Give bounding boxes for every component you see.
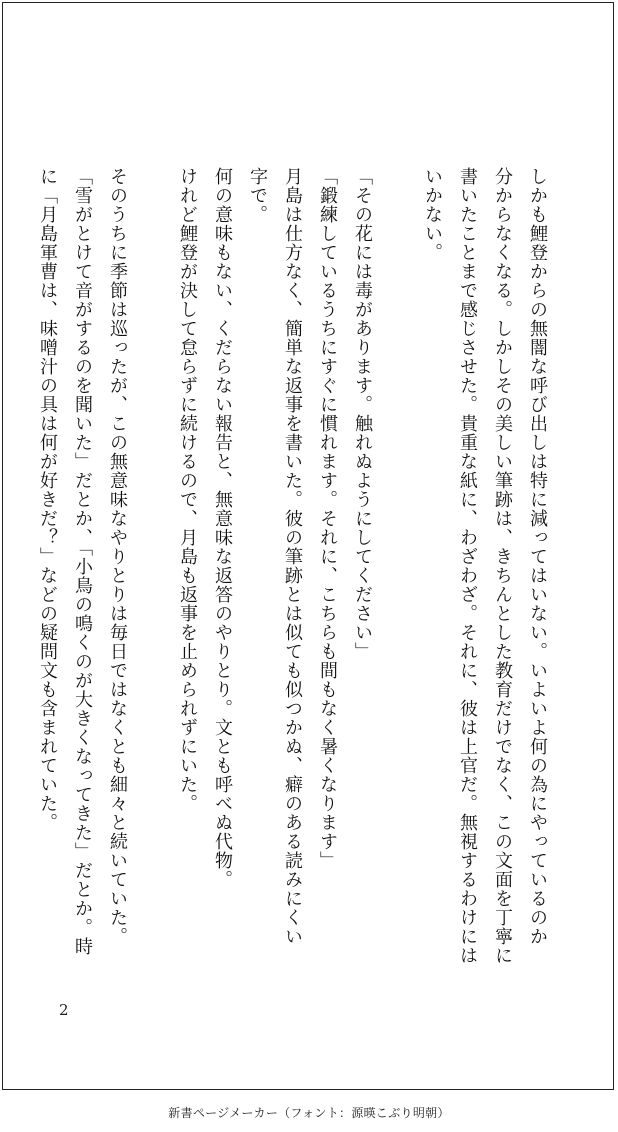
blank-column	[135, 167, 170, 817]
blank-column	[380, 167, 415, 817]
text-column: 月島は仕方なく、簡単な返事を書いた。彼の筆跡とは似ても似つかぬ、癖のある読みにくい	[282, 167, 303, 946]
text-column: 何の意味もない、くだらない報告と、無意味な返答のやりとり。文とも呼べぬ代物。	[212, 167, 233, 889]
vertical-body-text	[30, 167, 555, 965]
text-column: 書いたことまで感じさせた。貴重な紙に、わざわざ。それに、彼は上官だ。無視するわけには	[457, 167, 478, 965]
text-column: 「雪がとけて音がするのを聞いた」だとか、「小鳥の鳴くのが大きくなってきた」だとか。時	[72, 167, 93, 956]
text-column: けれど鯉登が決して怠らずに続けるので、月島も返事を止められずにいた。	[177, 167, 198, 813]
text-column: 字で。	[247, 167, 268, 224]
text-column: そのうちに季節は巡ったが、この無意味なやりとりは毎日ではなくとも細々と続いていた。	[107, 167, 128, 946]
text-column: 「鍛練しているうちにすぐに慣れます。それに、こちらも間もなく暑くなります」	[317, 167, 338, 870]
text-column: いかない。	[422, 167, 443, 262]
footer-caption: 新書ページメーカー（フォント：源暎こぶり明朝）	[168, 1106, 450, 1120]
page-number: 2	[59, 1001, 69, 1019]
text-column: に「月島軍曹は、味噌汁の具は何が好きだ？」などの疑問文も含まれていた。	[37, 167, 58, 832]
text-column: しかも鯉登からの無闇な呼び出しは特に減ってはいない。いよいよ何の為にやっているのか	[527, 167, 548, 946]
text-column: 分からなくなる。しかしその美しい筆跡は、きちんとした教育だけでなく、この文面を丁寧に	[492, 167, 513, 965]
text-column: 「その花には毒があります。触れぬようにしてください」	[352, 167, 373, 661]
book-page	[2, 2, 614, 1090]
